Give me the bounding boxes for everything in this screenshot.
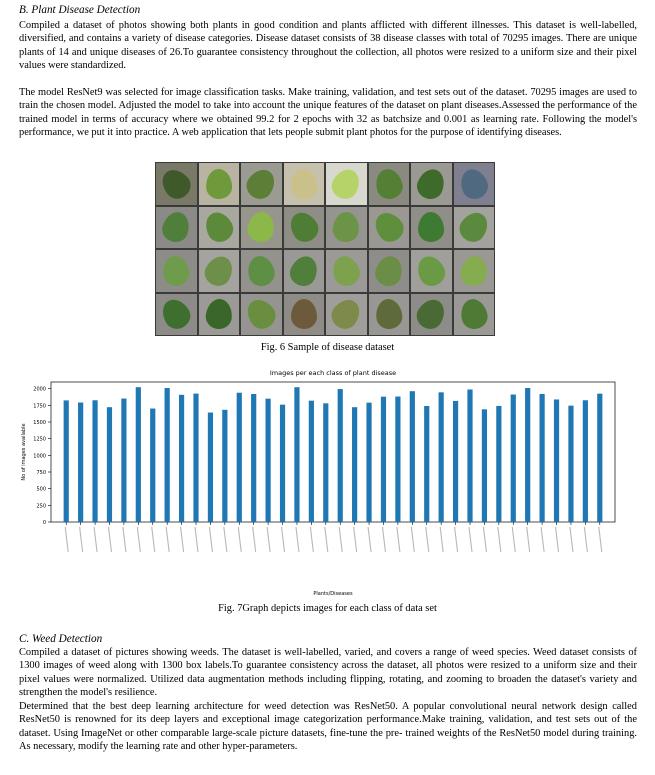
leaf-shape <box>286 252 322 290</box>
leaf-shape <box>157 164 196 204</box>
bar <box>597 394 602 522</box>
leaf-shape <box>157 295 195 334</box>
bar <box>525 388 530 522</box>
leaf-shape <box>328 164 365 203</box>
leaf-shape <box>456 165 491 202</box>
x-tick-label-mark <box>108 527 111 552</box>
bar <box>366 403 371 522</box>
leaf-photo-tile <box>411 294 452 336</box>
leaf-photo-tile <box>241 207 282 249</box>
bar <box>237 393 242 522</box>
leaf-photo-tile <box>199 207 240 249</box>
bar <box>511 395 516 522</box>
leaf-photo-tile <box>284 294 325 336</box>
y-tick-label: 500 <box>36 486 46 493</box>
leaf-photo-tile <box>369 294 410 336</box>
bar <box>64 400 69 522</box>
x-tick-label-mark <box>238 527 241 552</box>
x-tick-label-mark <box>440 527 443 552</box>
leaf-photo-tile <box>156 294 197 336</box>
x-axis-label: Plants/Diseases <box>313 591 353 597</box>
x-tick-label-mark <box>354 527 357 552</box>
bar <box>381 397 386 522</box>
leaf-photo-tile <box>454 163 495 205</box>
bar <box>424 406 429 522</box>
figure-7-caption: Fig. 7Graph depicts images for each class of data set <box>218 603 437 614</box>
section-b-paragraph-2: The model ResNet9 was selected for image classification tasks. Make training, validation, and test sets out of the dataset. 70295 images are used to train the chosen model. Adjusted the model to take into account the unique features of the dataset on plant diseases.Assessed the performance of the trained model in terms of accuracy where we obtained 99.2 for 2 epochs with 32 as batchsize and 0.001 as learning rate. Following the model's performance, we put it into practice. A web application that lets people submit plant photos for the purpose of identifying diseases. <box>19 87 637 139</box>
leaf-shape <box>413 252 449 290</box>
bar <box>568 406 573 522</box>
y-tick-label: 1000 <box>33 453 46 460</box>
section-b-heading: B. Plant Disease Detection <box>19 4 141 16</box>
leaf-photo-tile <box>199 294 240 336</box>
x-tick-label-mark <box>527 527 530 552</box>
leaf-shape <box>205 168 232 199</box>
leaf-shape <box>327 295 366 334</box>
y-tick-label: 0 <box>42 520 46 526</box>
leaf-photo-tile <box>454 250 495 292</box>
leaf-photo-tile <box>454 207 495 249</box>
x-tick-label-mark <box>455 527 458 552</box>
bar <box>150 409 155 522</box>
bar <box>165 388 170 522</box>
y-tick-label: 1500 <box>33 420 46 426</box>
chart-title: Images per each class of plant disease <box>269 369 397 377</box>
x-tick-label-mark <box>339 527 342 552</box>
bar <box>395 397 400 522</box>
leaf-photo-tile <box>241 294 282 336</box>
bar <box>280 405 285 522</box>
x-tick-label-mark <box>296 527 299 552</box>
bar <box>323 403 328 522</box>
plot-frame <box>51 382 615 522</box>
y-tick-label: 2000 <box>33 386 46 393</box>
x-tick-label-mark <box>411 527 414 552</box>
x-tick-label-mark <box>94 527 97 552</box>
leaf-shape <box>369 207 408 247</box>
leaf-photo-tile <box>156 250 197 292</box>
section-c-heading: C. Weed Detection <box>19 633 103 645</box>
leaf-photo-tile <box>326 207 367 249</box>
bar <box>136 387 141 522</box>
disease-sample-grid <box>155 162 495 336</box>
leaf-shape <box>246 210 277 244</box>
leaf-photo-tile <box>454 294 495 336</box>
figure-6-caption: Fig. 6 Sample of disease dataset <box>260 342 395 353</box>
x-tick-label-mark <box>166 527 169 552</box>
leaf-photo-tile <box>369 207 410 249</box>
disease-class-bar-chart <box>15 365 635 600</box>
x-tick-label-mark <box>137 527 140 552</box>
x-tick-label-mark <box>382 527 385 552</box>
x-tick-label-mark <box>584 527 587 552</box>
x-tick-label-mark <box>397 527 400 552</box>
leaf-shape <box>200 208 237 246</box>
leaf-shape <box>242 164 280 203</box>
x-tick-label-mark <box>80 527 83 552</box>
leaf-shape <box>413 295 450 334</box>
y-axis-label: No of images available <box>21 423 27 481</box>
bar <box>294 387 299 522</box>
x-tick-label-mark <box>426 527 429 552</box>
x-tick-label-mark <box>541 527 544 552</box>
x-tick-label-mark <box>209 527 212 552</box>
x-tick-label-mark <box>253 527 256 552</box>
y-tick-label: 250 <box>36 503 46 510</box>
leaf-photo-tile <box>411 163 452 205</box>
bar <box>583 400 588 522</box>
section-b-paragraph-1: Compiled a dataset of photos showing both plants in good condition and plants afflicted with different illnesses. This dataset is well-labelled, diversified, and contains a variety of disease categories. Disease dataset consists of 38 disease classes with total of 70295 images. There are unique plants of 14 and unique diseases of 26.To guarantee consistency throughout the collection, all photos were resized to a uniform size and their pixel values were standardized. <box>19 20 637 72</box>
leaf-shape <box>374 298 403 331</box>
bar <box>92 400 97 522</box>
leaf-shape <box>161 254 191 287</box>
bar <box>193 394 198 522</box>
x-tick-label-mark <box>310 527 313 552</box>
leaf-photo-tile <box>199 163 240 205</box>
leaf-shape <box>205 298 233 330</box>
leaf-shape <box>289 167 319 201</box>
leaf-photo-tile <box>326 250 367 292</box>
x-tick-label-mark <box>570 527 573 552</box>
bar <box>439 392 444 522</box>
bar <box>453 401 458 522</box>
y-tick-label: 1250 <box>33 436 46 443</box>
leaf-photo-tile <box>369 250 410 292</box>
bar <box>222 410 227 522</box>
x-tick-label-mark <box>152 527 155 552</box>
bar <box>467 389 472 522</box>
x-tick-label-mark <box>195 527 198 552</box>
bar <box>251 394 256 522</box>
x-tick-label-mark <box>224 527 227 552</box>
leaf-photo-tile <box>326 294 367 336</box>
leaf-shape <box>160 209 193 245</box>
y-tick-label: 750 <box>36 470 46 476</box>
leaf-photo-tile <box>241 250 282 292</box>
x-tick-label-mark <box>65 527 68 552</box>
leaf-shape <box>458 297 490 332</box>
section-c-paragraph-2: Determined that the best deep learning architecture for weed detection was ResNet50. A popular convolutional neural network design called ResNet50 is renowned for its deep layers and exceptional image categorization performance.Make training, validation, and test sets out of the dataset. Using ImageNet or other comparable large-scale picture datasets, fine-tune the pre- trained weights of the ResNet50 model during training. As necessary, modify the learning rate and other hyper-parameters. <box>19 701 637 753</box>
leaf-photo-tile <box>411 250 452 292</box>
bar <box>179 395 184 522</box>
x-tick-label-mark <box>599 527 602 552</box>
bar <box>540 394 545 522</box>
leaf-photo-tile <box>284 250 325 292</box>
leaf-photo-tile <box>199 250 240 292</box>
x-tick-label-mark <box>483 527 486 552</box>
leaf-shape <box>291 299 317 329</box>
leaf-photo-tile <box>156 163 197 205</box>
leaf-photo-tile <box>156 207 197 249</box>
x-tick-label-mark <box>181 527 184 552</box>
bar <box>78 403 83 522</box>
leaf-photo-tile <box>411 207 452 249</box>
bar <box>338 389 343 522</box>
bar <box>121 399 126 522</box>
leaf-shape <box>372 166 405 202</box>
bar <box>410 391 415 522</box>
bar <box>352 407 357 522</box>
bar <box>266 399 271 522</box>
x-tick-label-mark <box>512 527 515 552</box>
leaf-photo-tile <box>369 163 410 205</box>
bar <box>309 401 314 522</box>
x-tick-label-mark <box>267 527 270 552</box>
bar <box>554 399 559 522</box>
x-tick-label-mark <box>469 527 472 552</box>
leaf-shape <box>458 254 489 288</box>
x-tick-label-mark <box>498 527 501 552</box>
leaf-shape <box>329 252 364 289</box>
leaf-photo-tile <box>326 163 367 205</box>
leaf-photo-tile <box>284 163 325 205</box>
leaf-shape <box>414 165 449 202</box>
leaf-shape <box>285 208 323 247</box>
leaf-shape <box>245 253 277 288</box>
x-tick-label-mark <box>556 527 559 552</box>
section-c-paragraph-1: Compiled a dataset of pictures showing weeds. The dataset is well-labelled, varied, and covers a range of weed species. Weed dataset consists of 1300 images of weed along with 1300 box labels.To guarantee consistency across the dataset, all photos were resized to a uniform size and their pixel values were normalized. Utilized data augmentation methods including flipping, rotating, and zooming to broaden the dataset's variety and strengthen the model's resilience. <box>19 647 637 699</box>
leaf-shape <box>242 294 281 333</box>
x-tick-label-mark <box>123 527 126 552</box>
bar <box>208 413 213 522</box>
leaf-shape <box>332 211 360 243</box>
leaf-shape <box>200 251 237 290</box>
x-tick-label-mark <box>368 527 371 552</box>
leaf-shape <box>418 212 445 243</box>
bar <box>496 406 501 522</box>
leaf-shape <box>372 253 406 289</box>
bar <box>107 407 112 522</box>
bar <box>482 409 487 522</box>
leaf-photo-tile <box>284 207 325 249</box>
y-tick-label: 1750 <box>33 403 46 410</box>
x-tick-label-mark <box>325 527 328 552</box>
x-tick-label-mark <box>282 527 285 552</box>
leaf-shape <box>455 208 493 247</box>
leaf-photo-tile <box>241 163 282 205</box>
